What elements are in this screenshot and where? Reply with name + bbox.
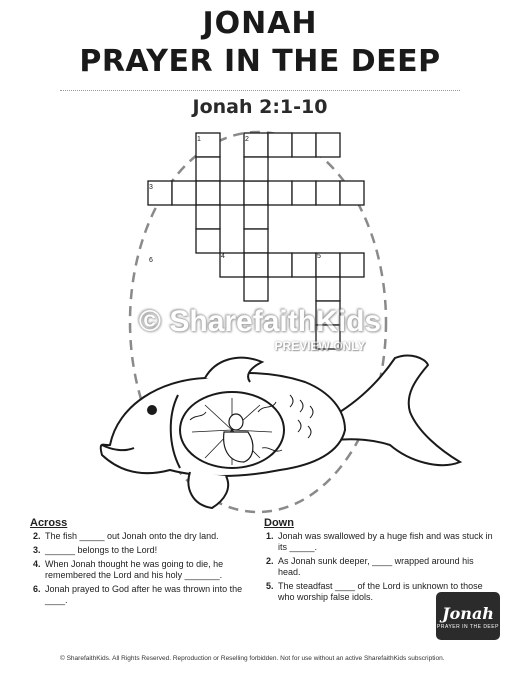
cell-number-4: 4 (221, 253, 225, 260)
fish-tail (335, 356, 460, 466)
crossword-cell[interactable] (316, 277, 340, 301)
jonah-head (229, 414, 243, 430)
crossword-cell[interactable] (268, 253, 292, 277)
crossword-cell[interactable] (340, 253, 364, 277)
across-clue: 3. ______ belongs to the Lord! (33, 545, 158, 555)
crossword-cell[interactable] (316, 133, 340, 157)
cell-number-2: 2 (245, 136, 249, 143)
crossword-cell[interactable] (244, 205, 268, 229)
crossword-cell[interactable] (244, 157, 268, 181)
crossword-cell[interactable] (292, 253, 316, 277)
crossword-cell[interactable] (172, 181, 196, 205)
scripture-reference: Jonah 2:1-10 (192, 96, 328, 118)
crossword-cell[interactable] (196, 229, 220, 253)
watermark-preview: PREVIEW ONLY (274, 339, 366, 353)
crossword-cell[interactable] (340, 181, 364, 205)
crossword-cell[interactable] (196, 157, 220, 181)
fish-eye (148, 406, 156, 414)
watermark-brand: © SharefaithKids (138, 305, 382, 338)
fish-bottom-fin (188, 472, 228, 508)
down-clue: 2. As Jonah sunk deeper, ____ wrapped around his head. (266, 556, 474, 577)
across-clues (33, 531, 251, 609)
fish-illustration (101, 356, 460, 508)
down-clue: 1. Jonah was swallowed by a huge fish and was stuck in its _____. (266, 531, 493, 552)
down-heading: Down (264, 517, 294, 529)
crossword-cell[interactable] (292, 133, 316, 157)
down-clue: 5. The steadfast ____ of the Lord is unknown to those who worship false idols. (266, 581, 483, 602)
crossword-cell[interactable] (268, 133, 292, 157)
cell-number-1: 1 (197, 136, 201, 143)
badge-title: Jonah (442, 604, 494, 623)
across-clue: 6. Jonah prayed to God after he was thrown into the ____. (33, 584, 243, 605)
badge-subtitle: PRAYER IN THE DEEP (437, 624, 499, 630)
watermark (125, 305, 395, 353)
crossword-cell[interactable] (292, 181, 316, 205)
lesson-badge (436, 592, 500, 640)
crossword-cell[interactable] (316, 181, 340, 205)
cell-number-6: 6 (149, 257, 153, 264)
across-clue: 2. The fish _____ out Jonah onto the dry land. (33, 531, 219, 541)
across-heading: Across (30, 517, 68, 529)
crossword-cell[interactable] (244, 229, 268, 253)
crossword-cell[interactable] (244, 253, 268, 277)
cell-number-5: 5 (317, 253, 321, 260)
across-clue: 4. When Jonah thought he was going to die, he remembered the Lord and his holy _______. (33, 559, 224, 580)
crossword-cell[interactable] (220, 181, 244, 205)
page-title-subtitle: PRAYER IN THE DEEP (79, 44, 441, 79)
crossword-cell[interactable] (196, 205, 220, 229)
crossword-cell[interactable] (268, 181, 292, 205)
page-title-jonah: JONAH (202, 6, 318, 41)
crossword-cell[interactable] (244, 181, 268, 205)
cell-number-3: 3 (149, 184, 153, 191)
crossword-cell[interactable] (244, 277, 268, 301)
crossword-cell[interactable] (196, 181, 220, 205)
copyright-footer: © SharefaithKids. All Rights Reserved. Reproduction or Reselling forbidden. Not for use without an active SharefaithKids subscription. (60, 655, 445, 662)
